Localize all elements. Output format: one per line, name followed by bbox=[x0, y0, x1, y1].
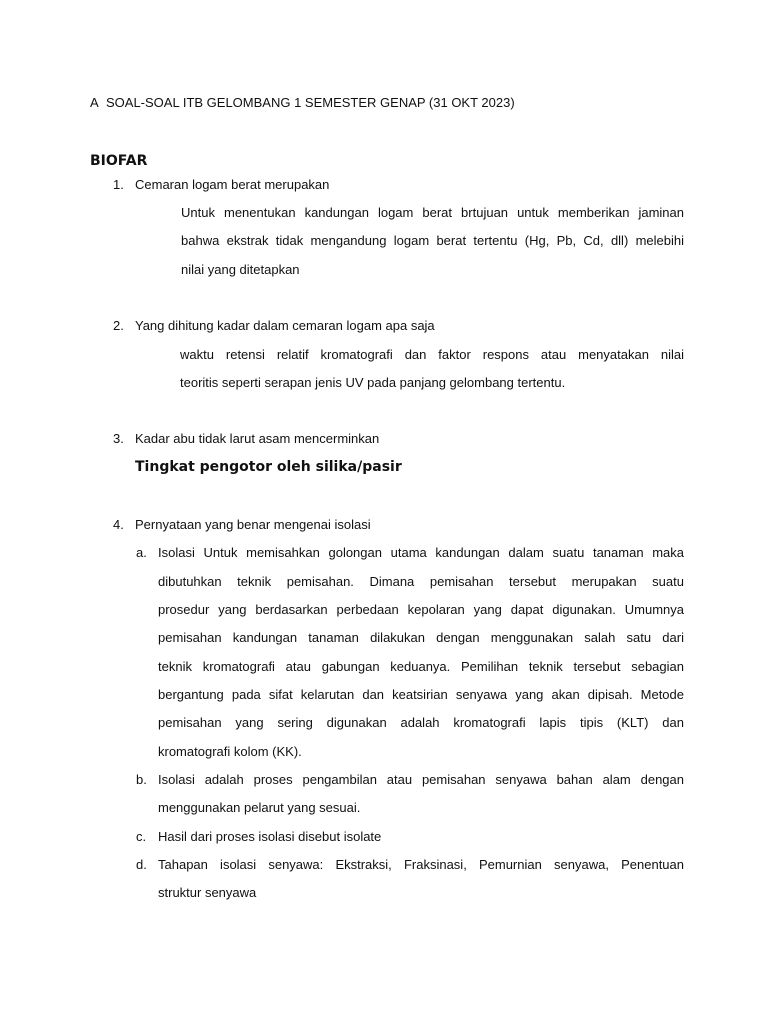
option-b-line: menggunakan pelarut yang sesuai. bbox=[158, 800, 361, 815]
option-a-line: Isolasi Untuk memisahkan golongan utama kandungan dalam suatu tanaman maka bbox=[158, 545, 684, 560]
question-4-text: Pernyataan yang benar mengenai isolasi bbox=[135, 517, 371, 532]
option-a-line: teknik kromatografi atau gabungan keduanya. Pemilihan teknik tersebut sebagian bbox=[158, 659, 684, 674]
question-2-answer-line: waktu retensi relatif kromatografi dan faktor respons atau menyatakan nilai bbox=[180, 347, 684, 362]
option-b-line: Isolasi adalah proses pengambilan atau pemisahan senyawa bahan alam dengan bbox=[158, 772, 684, 787]
header-letter: A bbox=[90, 95, 99, 110]
option-a-line: bergantung pada sifat kelarutan dan keatsirian senyawa yang akan dipisah. Metode bbox=[158, 687, 684, 702]
option-a-letter: a. bbox=[136, 545, 147, 560]
question-1-answer-line: Untuk menentukan kandungan logam berat brtujuan untuk memberikan jaminan bbox=[181, 205, 684, 220]
question-3-answer: Tingkat pengotor oleh silika/pasir bbox=[135, 459, 402, 475]
option-d-line: struktur senyawa bbox=[158, 885, 257, 900]
question-3-text: Kadar abu tidak larut asam mencerminkan bbox=[135, 431, 380, 446]
question-2-text: Yang dihitung kadar dalam cemaran logam apa saja bbox=[135, 318, 435, 333]
question-1-text: Cemaran logam berat merupakan bbox=[135, 177, 330, 192]
option-c-letter: c. bbox=[136, 829, 147, 844]
option-a-line: pemisahan yang sering digunakan adalah kromatografi lapis tipis (KLT) dan bbox=[158, 715, 684, 730]
option-b-letter: b. bbox=[136, 772, 147, 787]
option-a-line: dibutuhkan teknik pemisahan. Dimana pemisahan tersebut merupakan suatu bbox=[158, 574, 684, 589]
question-2-number: 2. bbox=[113, 318, 124, 333]
option-a-line: pemisahan kandungan tanaman dilakukan dengan menggunakan salah satu dari bbox=[158, 630, 684, 645]
question-2-answer-line: teoritis seperti serapan jenis UV pada panjang gelombang tertentu. bbox=[180, 375, 566, 390]
option-a-line: kromatografi kolom (KK). bbox=[158, 744, 302, 759]
header-title: SOAL-SOAL ITB GELOMBANG 1 SEMESTER GENAP (31 OKT 2023) bbox=[106, 95, 515, 110]
option-d-line: Tahapan isolasi senyawa: Ekstraksi, Fraksinasi, Pemurnian senyawa, Penentuan bbox=[158, 857, 684, 872]
question-1-number: 1. bbox=[113, 177, 124, 192]
option-c-line: Hasil dari proses isolasi disebut isolate bbox=[158, 829, 382, 844]
question-4-number: 4. bbox=[113, 517, 124, 532]
section-title: BIOFAR bbox=[90, 153, 148, 169]
option-a-line: prosedur yang berdasarkan perbedaan kepolaran yang dapat digunakan. Umumnya bbox=[158, 602, 684, 617]
option-d-letter: d. bbox=[136, 857, 147, 872]
question-1-answer-line: bahwa ekstrak tidak mengandung logam berat tertentu (Hg, Pb, Cd, dll) melebihi bbox=[181, 233, 684, 248]
question-3-number: 3. bbox=[113, 431, 124, 446]
question-1-answer-line: nilai yang ditetapkan bbox=[181, 262, 300, 277]
